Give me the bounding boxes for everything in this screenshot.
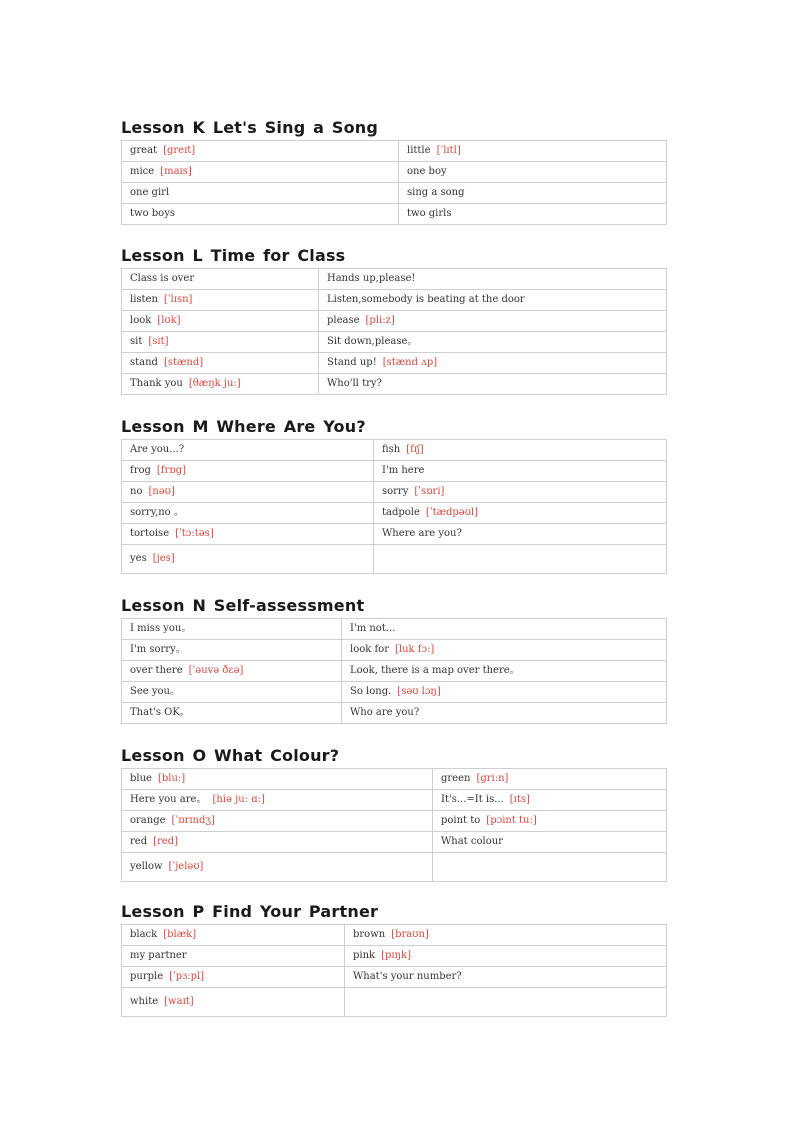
word-text: tortoise	[130, 528, 170, 539]
word-text: Sit down,please。	[327, 336, 418, 347]
word-text: yellow	[130, 861, 163, 872]
table-cell	[122, 640, 342, 661]
word-text: please	[327, 315, 360, 326]
table-cell	[122, 661, 342, 682]
table-cell	[374, 440, 667, 461]
lesson-section	[121, 596, 667, 724]
table-row	[122, 853, 667, 882]
table-row	[122, 482, 667, 503]
word-text: two girls	[407, 208, 452, 219]
word-text: It's...=It is...	[441, 794, 504, 805]
vocabulary-table	[121, 924, 667, 1017]
table-cell	[122, 162, 399, 183]
table-row	[122, 640, 667, 661]
phonetic-text: [stænd]	[163, 357, 204, 368]
table-cell	[122, 524, 374, 545]
table-row	[122, 811, 667, 832]
table-row	[122, 204, 667, 225]
table-cell	[319, 374, 667, 395]
table-cell	[433, 853, 667, 882]
phonetic-text: [stænd ʌp]	[382, 357, 438, 368]
lesson-title: Lesson M Where Are You?	[121, 417, 366, 436]
table-cell	[122, 967, 345, 988]
word-text: I'm here	[382, 465, 425, 476]
table-row	[122, 619, 667, 640]
table-cell	[122, 503, 374, 524]
phonetic-text: [braʊn]	[391, 929, 429, 940]
table-cell	[399, 183, 667, 204]
table-cell	[122, 141, 399, 162]
table-cell	[319, 290, 667, 311]
table-cell	[122, 353, 319, 374]
lesson-title: Lesson P Find Your Partner	[121, 902, 379, 921]
word-text: point to	[441, 815, 481, 826]
table-row	[122, 790, 667, 811]
table-cell	[122, 946, 345, 967]
lesson-section	[121, 417, 667, 574]
phonetic-text: [luk fɔ:]	[394, 644, 435, 655]
word-text: two boys	[130, 208, 175, 219]
table-cell	[342, 640, 667, 661]
table-row	[122, 141, 667, 162]
table-cell	[122, 332, 319, 353]
word-text: mice	[130, 166, 155, 177]
word-text: red	[130, 836, 148, 847]
word-text: I'm not...	[350, 623, 396, 634]
word-text: great	[130, 145, 158, 156]
table-cell	[122, 682, 342, 703]
word-text: frog	[130, 465, 151, 476]
word-text: listen	[130, 294, 158, 305]
table-row	[122, 661, 667, 682]
table-row	[122, 332, 667, 353]
phonetic-text: [pli:z]	[365, 315, 395, 326]
phonetic-text: [pɔint tu:]	[486, 815, 537, 826]
word-text: sorry,no 。	[130, 507, 184, 518]
phonetic-text: [ˈpɜ:pl]	[169, 971, 205, 982]
table-cell	[374, 482, 667, 503]
table-row	[122, 988, 667, 1017]
table-cell	[122, 988, 345, 1017]
phonetic-text: [red]	[153, 836, 179, 847]
phonetic-text: [blu:]	[157, 773, 186, 784]
word-text: stand	[130, 357, 158, 368]
table-cell	[399, 162, 667, 183]
table-cell	[122, 619, 342, 640]
phonetic-text: [ˈɒrɪndʒ]	[171, 815, 215, 826]
table-cell	[374, 545, 667, 574]
word-text: What colour	[441, 836, 503, 847]
phonetic-text: [gri:n]	[476, 773, 509, 784]
phonetic-text: [sɪt]	[148, 336, 169, 347]
word-text: no	[130, 486, 143, 497]
phonetic-text: [ˈəuvə ðɛə]	[188, 665, 244, 676]
word-text: What's your number?	[353, 971, 462, 982]
lesson-section	[121, 246, 667, 395]
word-text: Stand up!	[327, 357, 377, 368]
phonetic-text: [ˈtɔ:təs]	[175, 528, 214, 539]
table-cell	[319, 269, 667, 290]
phonetic-text: [blæk]	[163, 929, 197, 940]
word-text: Are you...?	[130, 444, 185, 455]
table-cell	[122, 269, 319, 290]
table-cell	[122, 183, 399, 204]
phonetic-text: [ˈlɪsn]	[163, 294, 193, 305]
word-text: Class is over	[130, 273, 195, 284]
word-text: look for	[350, 644, 389, 655]
table-cell	[122, 703, 342, 724]
table-cell	[433, 832, 667, 853]
table-row	[122, 311, 667, 332]
word-text: green	[441, 773, 471, 784]
table-cell	[122, 311, 319, 332]
lesson-title: Lesson N Self-assessment	[121, 596, 365, 615]
table-row	[122, 269, 667, 290]
phonetic-text: [fɪʃ]	[406, 444, 424, 455]
vocabulary-table	[121, 268, 667, 395]
word-text: I'm sorry。	[130, 644, 186, 655]
word-text: Listen,somebody is beating at the door	[327, 294, 525, 305]
word-text: over there	[130, 665, 183, 676]
word-text: sorry	[382, 486, 409, 497]
table-row	[122, 832, 667, 853]
phonetic-text: [maɪs]	[160, 166, 192, 177]
word-text: pink	[353, 950, 376, 961]
phonetic-text: [ˈtædpəʊl]	[425, 507, 479, 518]
phonetic-text: [lʊk]	[157, 315, 181, 326]
table-row	[122, 946, 667, 967]
table-cell	[122, 374, 319, 395]
table-row	[122, 682, 667, 703]
table-cell	[319, 332, 667, 353]
table-row	[122, 183, 667, 204]
word-text: Here you are。	[130, 794, 207, 805]
lesson-section	[121, 118, 667, 225]
word-text: Look, there is a map over there。	[350, 665, 520, 676]
table-cell	[433, 811, 667, 832]
lesson-title: Lesson O What Colour?	[121, 746, 340, 765]
table-cell	[122, 482, 374, 503]
phonetic-text: [ˈlɪtl]	[436, 145, 461, 156]
word-text: See you。	[130, 686, 180, 697]
word-text: Where are you?	[382, 528, 462, 539]
table-row	[122, 162, 667, 183]
table-row	[122, 461, 667, 482]
word-text: one boy	[407, 166, 447, 177]
word-text: one girl	[130, 187, 170, 198]
table-row	[122, 769, 667, 790]
phonetic-text: [θæŋk ju:]	[188, 378, 241, 389]
table-cell	[122, 853, 433, 882]
word-text: yes	[130, 553, 147, 564]
word-text: orange	[130, 815, 166, 826]
word-text: little	[407, 145, 431, 156]
table-cell	[122, 290, 319, 311]
word-text: purple	[130, 971, 164, 982]
word-text: my partner	[130, 950, 187, 961]
table-cell	[342, 703, 667, 724]
table-cell	[122, 832, 433, 853]
phonetic-text: [waɪt]	[164, 996, 194, 1007]
word-text: look	[130, 315, 152, 326]
table-cell	[345, 967, 667, 988]
phonetic-text: [jes]	[152, 553, 175, 564]
vocabulary-table	[121, 140, 667, 225]
table-cell	[345, 988, 667, 1017]
table-cell	[122, 204, 399, 225]
vocabulary-table	[121, 768, 667, 882]
phonetic-text: [nəʊ]	[148, 486, 175, 497]
phonetic-text: [pɪŋk]	[381, 950, 412, 961]
word-text: I miss you。	[130, 623, 192, 634]
phonetic-text: [hiə ju: ɑ:]	[212, 794, 265, 805]
table-cell	[374, 461, 667, 482]
table-row	[122, 353, 667, 374]
table-cell	[122, 440, 374, 461]
phonetic-text: [greɪt]	[163, 145, 196, 156]
table-cell	[345, 925, 667, 946]
phonetic-text: [ˈjeləʊ]	[168, 861, 204, 872]
lesson-title: Lesson K Let's Sing a Song	[121, 118, 379, 137]
word-text: Hands up,please!	[327, 273, 416, 284]
word-text: tadpole	[382, 507, 420, 518]
word-text: sing a song	[407, 187, 465, 198]
table-cell	[399, 204, 667, 225]
table-cell	[122, 811, 433, 832]
word-text: brown	[353, 929, 386, 940]
table-cell	[433, 790, 667, 811]
phonetic-text: [frɒg]	[156, 465, 186, 476]
word-text: Who'll try?	[327, 378, 382, 389]
table-cell	[122, 545, 374, 574]
table-row	[122, 290, 667, 311]
table-row	[122, 440, 667, 461]
vocabulary-table	[121, 618, 667, 724]
table-cell	[122, 769, 433, 790]
word-text: Thank you	[130, 378, 183, 389]
lesson-section	[121, 902, 667, 1017]
lesson-title: Lesson L Time for Class	[121, 246, 346, 265]
table-row	[122, 545, 667, 574]
table-cell	[399, 141, 667, 162]
table-cell	[319, 311, 667, 332]
word-text: So long.	[350, 686, 392, 697]
table-row	[122, 703, 667, 724]
table-row	[122, 967, 667, 988]
word-text: Who are you?	[350, 707, 420, 718]
table-cell	[374, 524, 667, 545]
phonetic-text: [ˈsɒri]	[414, 486, 445, 497]
table-row	[122, 925, 667, 946]
word-text: fish	[382, 444, 401, 455]
table-cell	[122, 925, 345, 946]
vocabulary-table	[121, 439, 667, 574]
word-text: black	[130, 929, 158, 940]
table-row	[122, 503, 667, 524]
word-text: That's OK。	[130, 707, 190, 718]
word-text: sit	[130, 336, 143, 347]
table-cell	[342, 682, 667, 703]
table-cell	[122, 461, 374, 482]
table-row	[122, 374, 667, 395]
phonetic-text: [ɪts]	[509, 794, 530, 805]
phonetic-text: [səʊ lɔŋ]	[397, 686, 441, 697]
table-row	[122, 524, 667, 545]
table-cell	[342, 619, 667, 640]
table-cell	[374, 503, 667, 524]
table-cell	[342, 661, 667, 682]
table-cell	[122, 790, 433, 811]
word-text: blue	[130, 773, 152, 784]
table-cell	[345, 946, 667, 967]
lesson-section	[121, 746, 667, 882]
table-cell	[319, 353, 667, 374]
word-text: white	[130, 996, 159, 1007]
document-page	[121, 118, 667, 1017]
table-cell	[433, 769, 667, 790]
